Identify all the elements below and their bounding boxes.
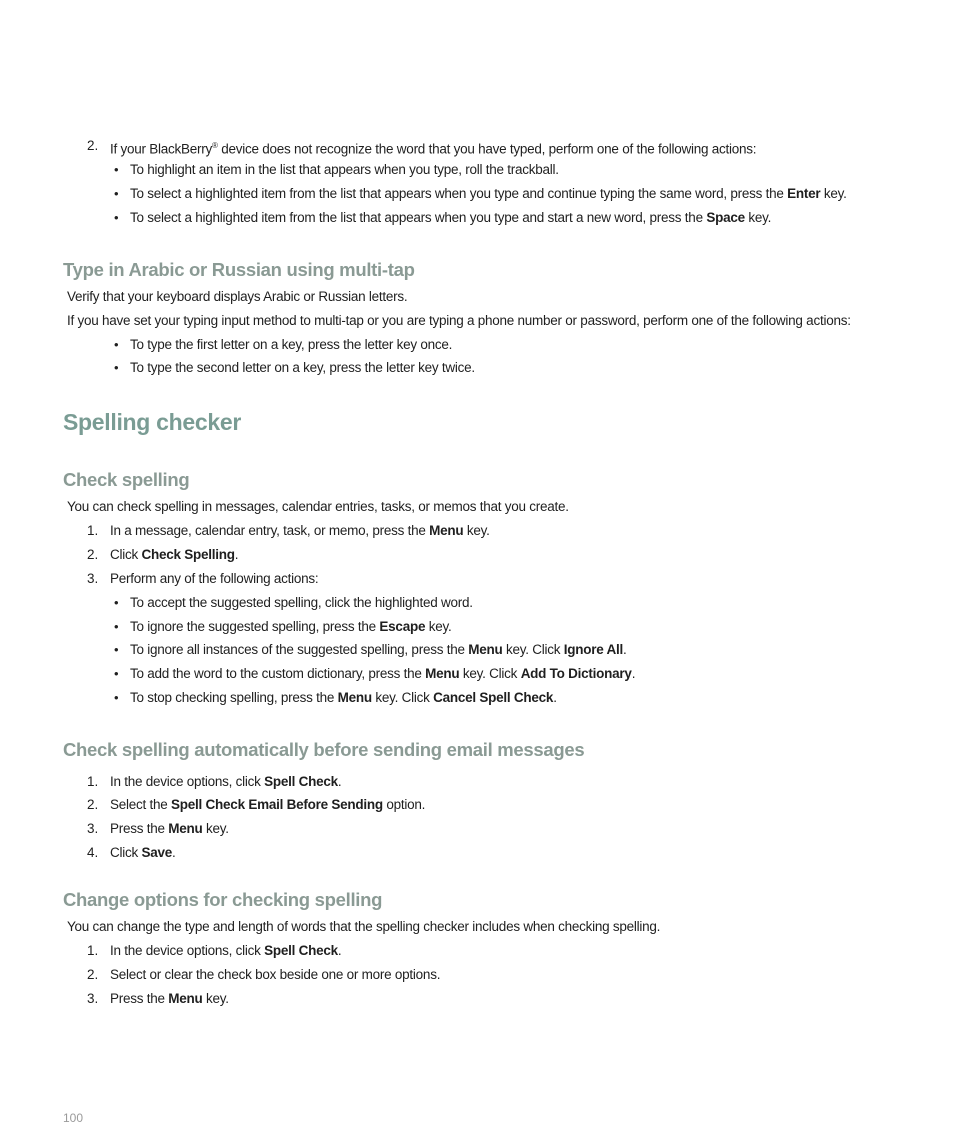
bullet-text: To ignore all instances of the suggested spelling, press the Menu key. Click Ignore All. [130,642,627,657]
bullet-marker: • [114,690,119,705]
step-text: Press the Menu key. [110,991,229,1006]
bullet-text: To highlight an item in the list that appears when you type, roll the trackball. [130,162,559,177]
bullet-marker: • [114,162,119,177]
bullet-marker: • [114,619,119,634]
list-item-text: If your BlackBerry® device does not recognize the word that you have typed, perform one of the following actions: [110,141,757,157]
section-heading: Change options for checking spelling [63,889,383,910]
bullet-text: To select a highlighted item from the list that appears when you type and continue typing the same word, press the Enter key. [130,186,847,201]
list-number: 3. [87,571,99,586]
paragraph: Verify that your keyboard displays Arabic or Russian letters. [67,289,408,304]
bullet-marker: • [114,666,119,681]
paragraph: You can check spelling in messages, calendar entries, tasks, or memos that you create. [67,499,569,514]
bullet-text: To add the word to the custom dictionary, press the Menu key. Click Add To Dictionary. [130,666,636,681]
bullet-text: To type the first letter on a key, press the letter key once. [130,337,453,352]
step-text: Click Save. [110,845,176,860]
bullet-text: To select a highlighted item from the list that appears when you type and start a new word, press the Space key. [130,210,772,225]
list-number: 1. [87,523,99,538]
list-number: 2. [87,138,99,153]
list-number: 4. [87,845,99,860]
paragraph: You can change the type and length of words that the spelling checker includes when checking spelling. [67,919,661,934]
step-text: In the device options, click Spell Check. [110,774,342,789]
bullet-marker: • [114,337,119,352]
step-text: Select the Spell Check Email Before Sending option. [110,797,426,812]
bullet-marker: • [114,210,119,225]
chapter-title: Spelling checker [63,409,241,435]
list-number: 3. [87,821,99,836]
section-heading: Type in Arabic or Russian using multi-tap [63,259,415,280]
step-text: Perform any of the following actions: [110,571,319,586]
list-number: 2. [87,547,99,562]
bullet-marker: • [114,186,119,201]
list-number: 2. [87,967,99,982]
step-text: In a message, calendar entry, task, or memo, press the Menu key. [110,523,490,538]
list-number: 1. [87,774,99,789]
section-heading: Check spelling automatically before sending email messages [63,739,585,760]
bullet-marker: • [114,595,119,610]
list-number: 1. [87,943,99,958]
list-number: 2. [87,797,99,812]
page-number: 100 [63,1111,84,1125]
step-text: Press the Menu key. [110,821,229,836]
step-text: Click Check Spelling. [110,547,239,562]
paragraph: If you have set your typing input method to multi-tap or you are typing a phone number or password, perform one of the following actions: [67,313,851,328]
bullet-text: To stop checking spelling, press the Menu key. Click Cancel Spell Check. [130,690,557,705]
section-heading: Check spelling [63,469,190,490]
bullet-marker: • [114,642,119,657]
bullet-text: To ignore the suggested spelling, press the Escape key. [130,619,452,634]
bullet-text: To type the second letter on a key, press the letter key twice. [130,360,475,375]
step-text: In the device options, click Spell Check. [110,943,342,958]
bullet-text: To accept the suggested spelling, click the highlighted word. [130,595,473,610]
step-text: Select or clear the check box beside one or more options. [110,967,441,982]
bullet-marker: • [114,360,119,375]
list-number: 3. [87,991,99,1006]
